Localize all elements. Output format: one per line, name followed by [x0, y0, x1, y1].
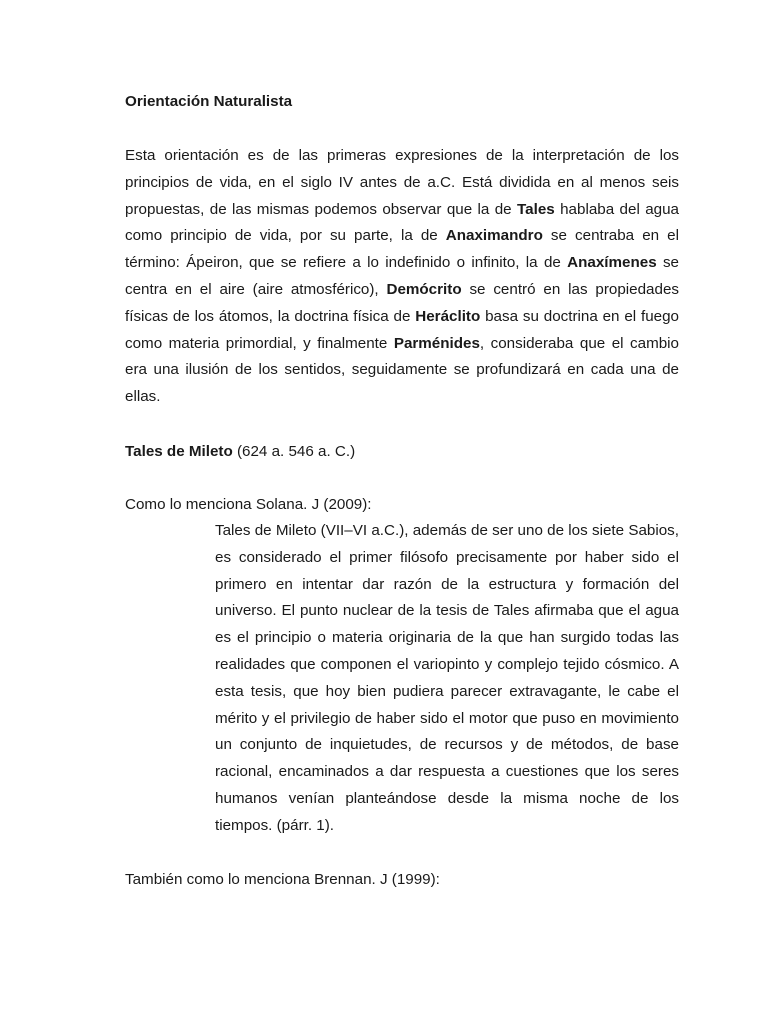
name-tales: Tales — [517, 200, 555, 218]
name-democrito: Demócrito — [386, 280, 462, 298]
intro-text-2: hablaba del agua como principio de vida, por su parte, la de — [125, 200, 679, 245]
tales-heading-name: Tales de Mileto — [125, 442, 233, 460]
solana-citation-intro: Como lo menciona Solana. J (2009): — [125, 495, 372, 513]
intro-text-1: Esta orientación es de las primeras expresiones de la interpretación de los principios de vida, en el siglo IV antes de a.C. Está dividida en al menos seis propuestas, de las mismas podemos observar que la de — [125, 147, 679, 218]
intro-text-3: se centraba en el término: Ápeiron, que se refiere a lo indefinido o infinito, la de — [125, 227, 679, 272]
name-anaximandro: Anaximandro — [445, 227, 543, 245]
document-page — [125, 88, 679, 893]
section-title: Orientación Naturalista — [125, 93, 293, 110]
name-heraclito: Heráclito — [415, 307, 481, 325]
tales-heading-dates: (624 a. 546 a. C.) — [232, 442, 356, 460]
name-parmenides: Parménides — [393, 334, 480, 352]
intro-text-4: se centra en el aire (aire atmosférico), — [125, 254, 679, 298]
intro-paragraph — [125, 143, 679, 411]
brennan-citation-intro: También como lo menciona Brennan. J (1999): — [125, 870, 440, 888]
solana-block-quote: Tales de Mileto (VII–VI a.C.), además de ser uno de los siete Sabios, es considerado el primer filósofo precisamente por haber sido el primero en intentar dar razón de la estructura y formación del universo. El punto nuclear de la tesis de Tales afirmaba que el agua es el principio o materia originaria de la que han surgido todas las realidades que componen el variopinto y complejo tejido cósmico. A esta tesis, que hoy bien pudiera parecer extravagante, le cabe el mérito y el privilegio de haber sido el motor que puso en movimiento un conjunto de inquietudes, de recursos y de métodos, de base racional, encaminados a dar respuesta a cuestiones que los seres humanos venían planteándose desde la misma noche de los tiempos. (párr. 1). — [215, 521, 679, 834]
intro-text-7: , consideraba que el cambio era una ilusión de los sentidos, seguidamente se profundizará en cada una de ellas. — [125, 334, 679, 406]
name-anaximenes: Anaxímenes — [567, 254, 657, 272]
tales-heading — [125, 438, 679, 465]
intro-text-5: se centró en las propiedades físicas de los átomos, la doctrina física de — [125, 280, 679, 325]
intro-text-6: basa su doctrina en el fuego como materia primordial, y finalmente — [125, 307, 680, 352]
